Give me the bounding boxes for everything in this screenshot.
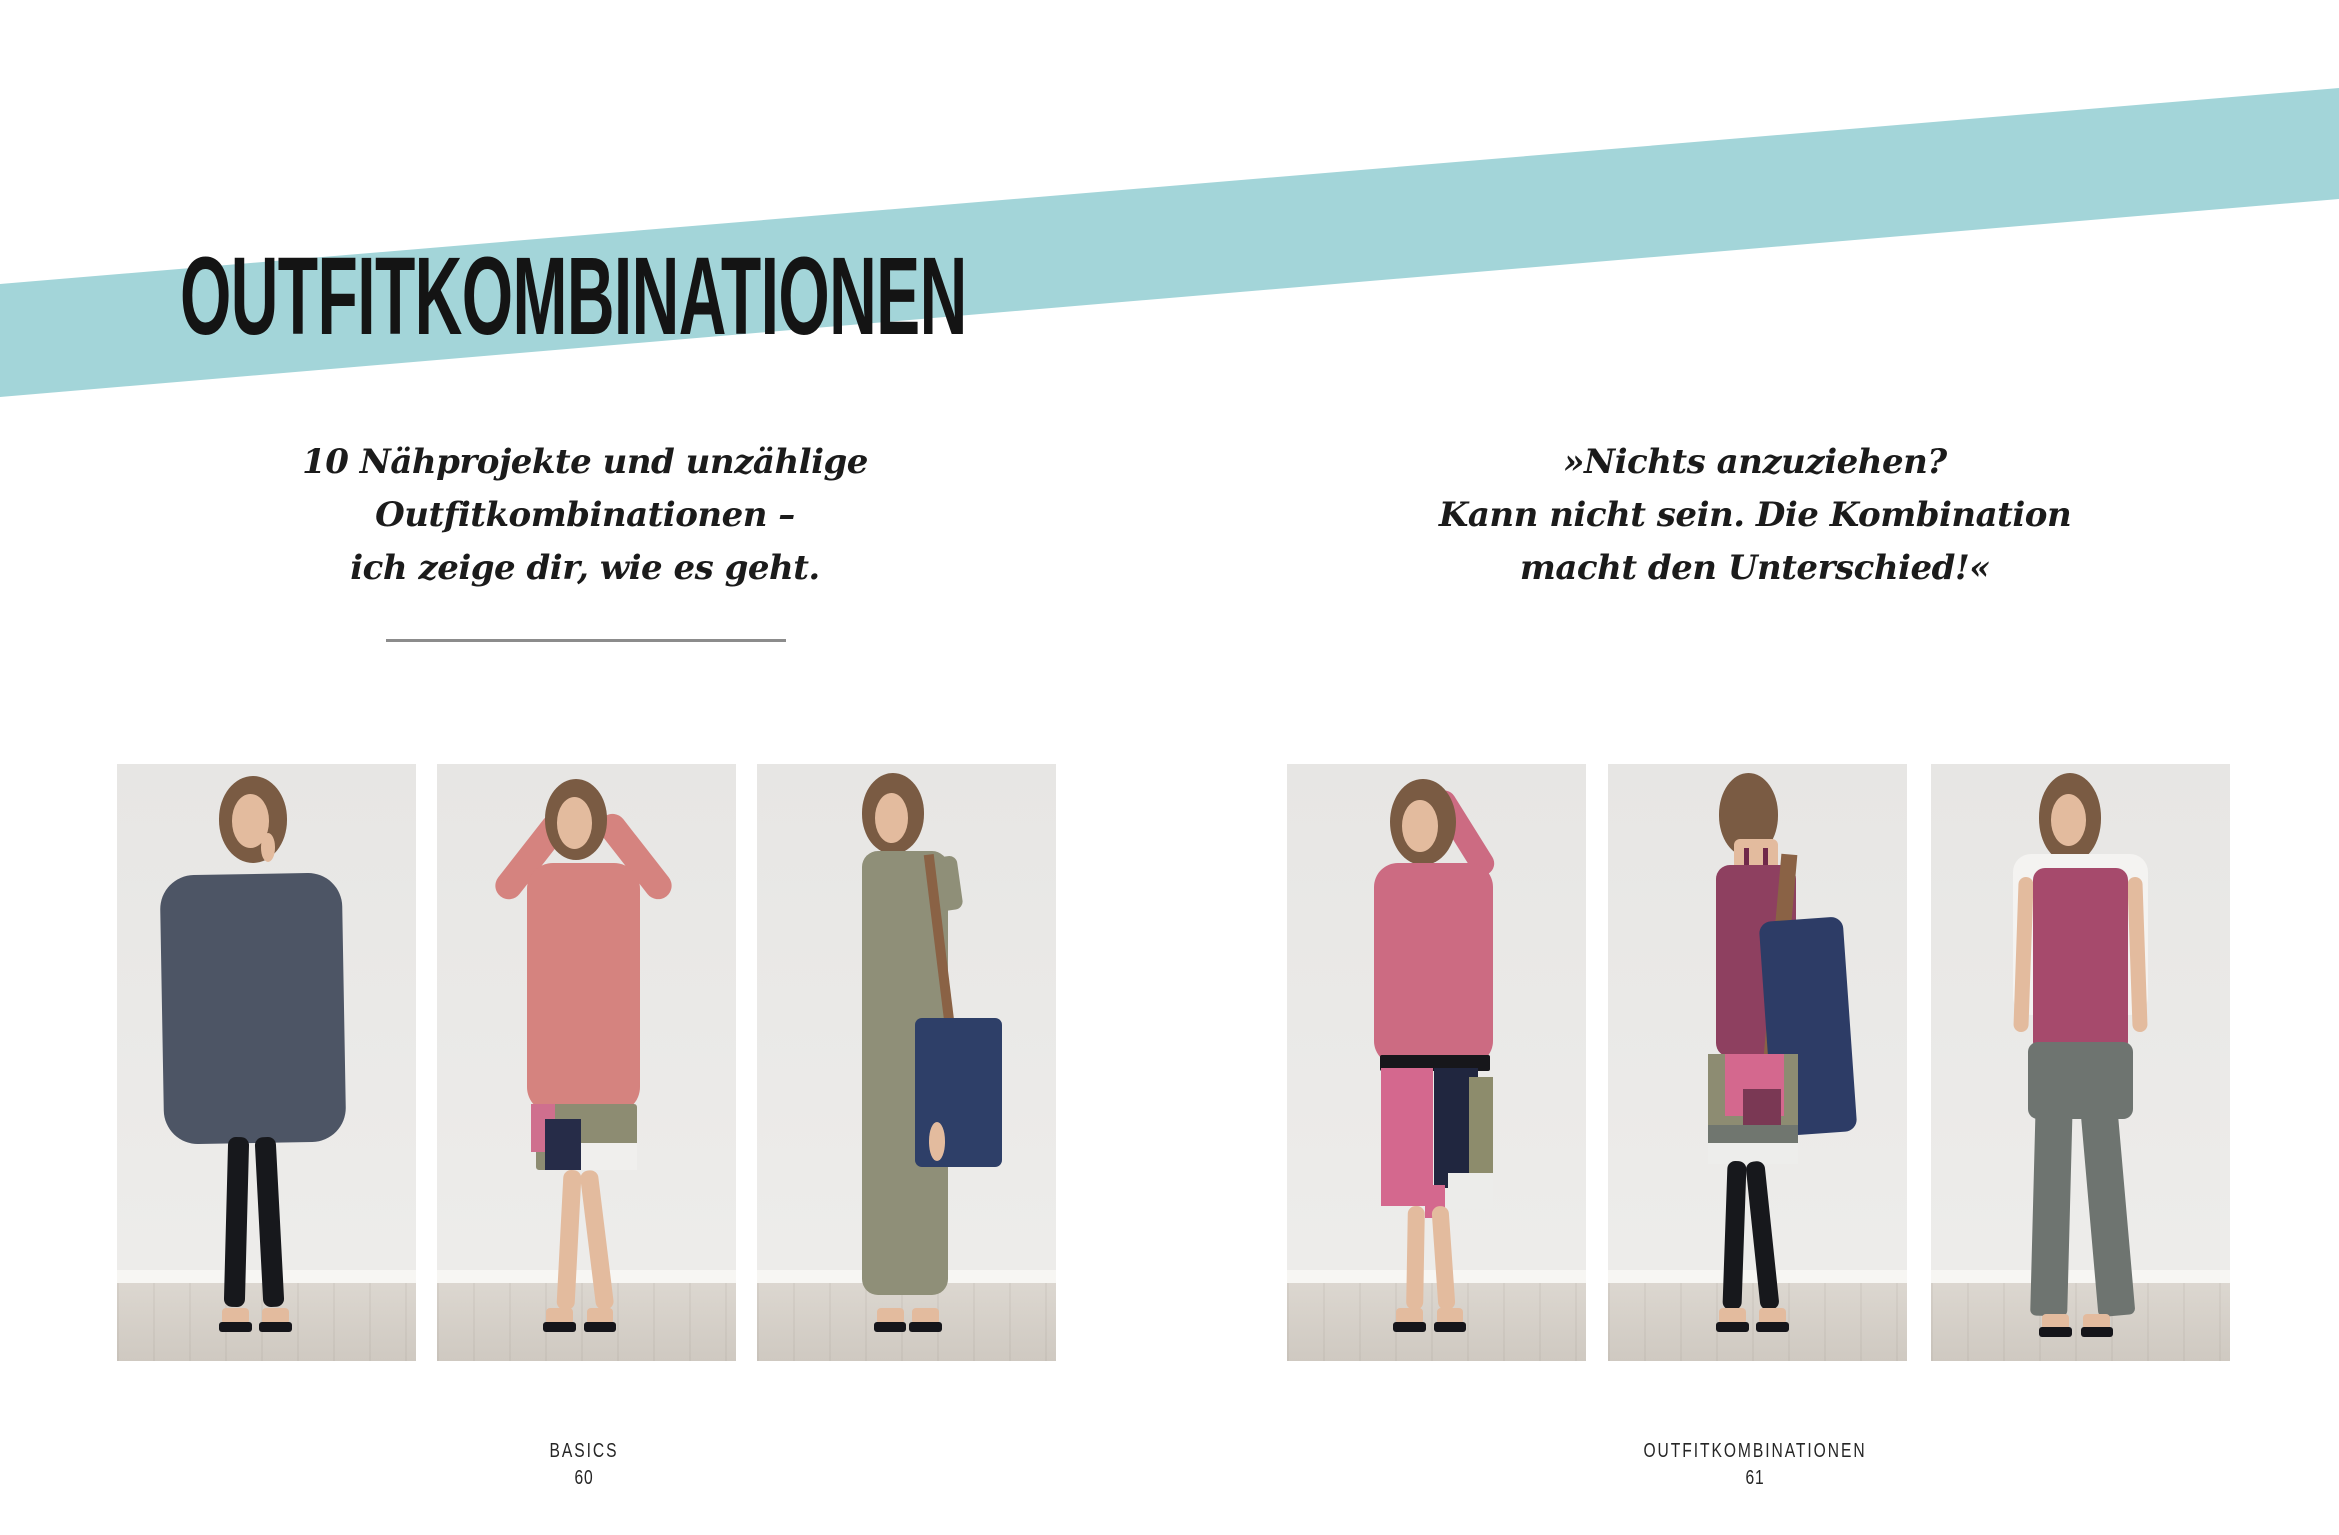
quote-line: »Nichts anzuziehen? xyxy=(1563,442,1947,482)
outfit-pink-top-wrap-skirt xyxy=(1287,764,1586,1361)
photo-scene xyxy=(1287,764,1586,1361)
section-label: OUTFITKOMBINATIONEN xyxy=(1643,1440,1867,1462)
sandal-left xyxy=(874,1322,907,1332)
outfit-rose-top-patch-skirt xyxy=(437,764,736,1361)
sandal-right xyxy=(2081,1327,2114,1337)
top xyxy=(527,863,641,1114)
sandal-left xyxy=(1716,1322,1749,1332)
page-footer-right xyxy=(1643,1438,1866,1492)
outfit-oversized-sweater-leggings xyxy=(117,764,416,1361)
photo-scene xyxy=(437,764,736,1361)
wall-baseboard xyxy=(437,1270,736,1283)
sandal-left xyxy=(2039,1327,2072,1337)
quote-line: ich zeige dir, wie es geht. xyxy=(350,548,820,588)
leg-left xyxy=(1406,1206,1425,1311)
hand xyxy=(261,833,276,863)
skirt-white xyxy=(1448,1173,1493,1209)
pull-quote-right xyxy=(1439,436,2071,595)
skirt-white xyxy=(581,1143,638,1170)
sandal-left xyxy=(1393,1322,1426,1332)
wall-baseboard xyxy=(1931,1270,2230,1283)
face xyxy=(1402,800,1438,853)
top xyxy=(1374,863,1494,1066)
intro-quote-left xyxy=(302,436,868,595)
sandal-right xyxy=(259,1322,292,1332)
wood-floor xyxy=(1931,1283,2230,1361)
section-label: BASICS xyxy=(549,1440,619,1462)
chapter-title: OUTFITKOMBINATIONEN xyxy=(180,235,967,358)
sandal-right xyxy=(909,1322,942,1332)
skirt-gray-band xyxy=(1708,1125,1798,1143)
page-number: 60 xyxy=(574,1467,594,1489)
quote-line: Kann nicht sein. Die Kombination xyxy=(1438,495,2072,535)
sandal-left xyxy=(543,1322,576,1332)
skirt-burgundy xyxy=(1743,1089,1782,1128)
quote-line: 10 Nähprojekte und unzählige xyxy=(302,442,868,482)
outfit-floral-maxi-dress-tote xyxy=(757,764,1056,1361)
trouser-left xyxy=(2030,1098,2073,1317)
photo-scene xyxy=(757,764,1056,1361)
skirt-olive xyxy=(1469,1077,1493,1173)
sweater xyxy=(160,873,347,1145)
cami xyxy=(2033,868,2129,1053)
face xyxy=(875,793,908,843)
quote-line: macht den Unterschied!« xyxy=(1519,548,1991,588)
page-footer-left xyxy=(550,1438,619,1492)
quote-line: Outfitkombinationen – xyxy=(375,495,795,535)
photo-scene xyxy=(1608,764,1907,1361)
divider-rule xyxy=(386,639,786,642)
outfit-velvet-cami-trousers xyxy=(1931,764,2230,1361)
sandal-left xyxy=(219,1322,252,1332)
outfit-cami-dress-backpack xyxy=(1608,764,1907,1361)
sandal-right xyxy=(1756,1322,1789,1332)
wood-floor xyxy=(757,1283,1056,1361)
page-number: 61 xyxy=(1745,1467,1765,1489)
sandal-right xyxy=(584,1322,617,1332)
sandal-right xyxy=(1434,1322,1467,1332)
photo-scene xyxy=(1931,764,2230,1361)
skirt-navy xyxy=(545,1119,581,1170)
photo-scene xyxy=(117,764,416,1361)
